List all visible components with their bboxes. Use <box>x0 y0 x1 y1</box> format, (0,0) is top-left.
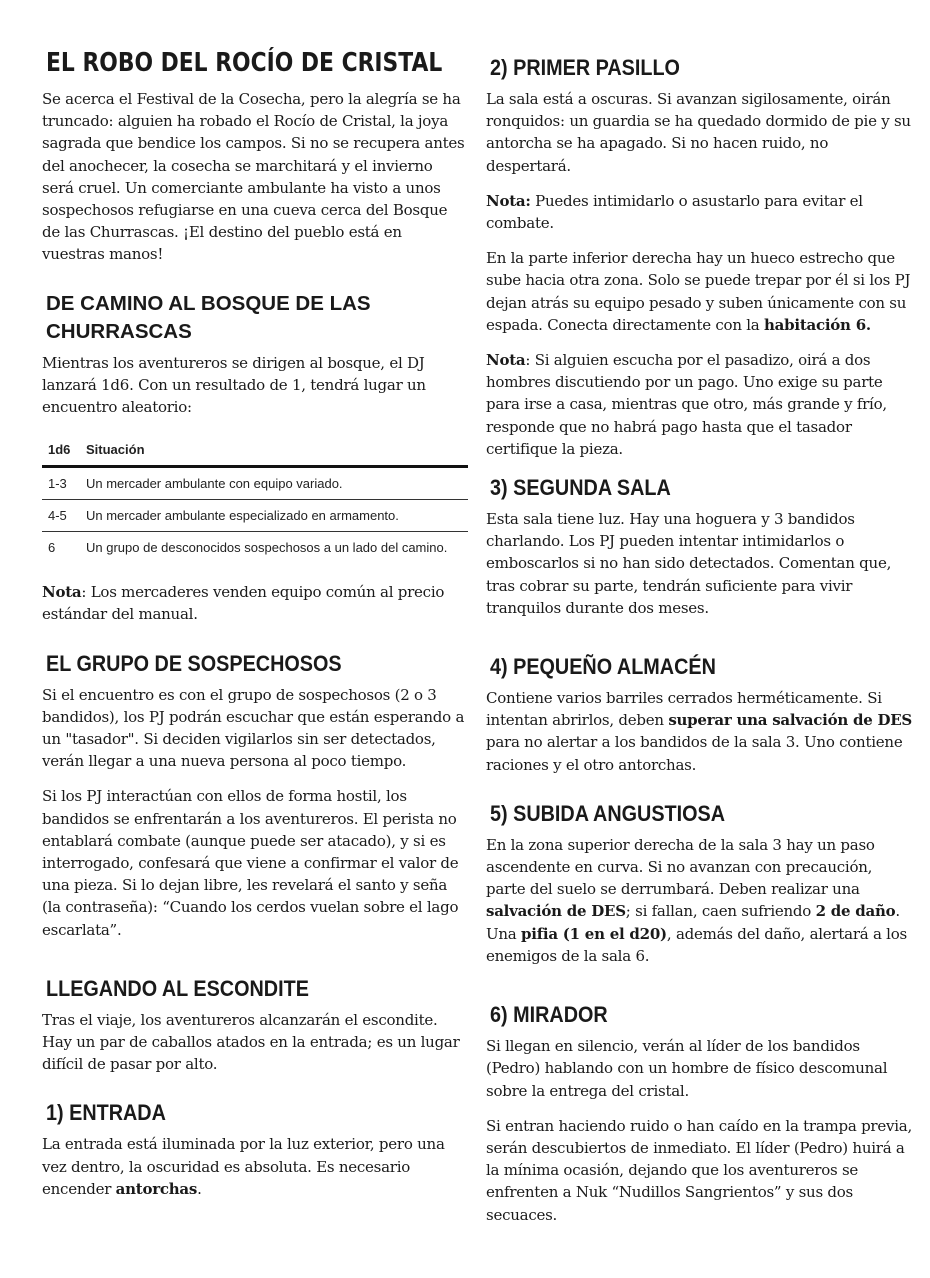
section-heading-mirador: 6) MIRADOR <box>490 1002 608 1028</box>
pasillo-paragraph-1: La sala está a oscuras. Si avanzan sigilosamente, oirán ronquidos: un guardia se ha quedado dormido de pie y su antorcha se ha apagado. Si no hacen ruido, no despertará. <box>486 90 911 175</box>
pasillo-note-2 <box>486 349 914 460</box>
grupo-paragraph-1: Si el encuentro es con el grupo de sospechosos (2 o 3 bandidos), los PJ podrán escuchar que están esperando a un "tasador". Si deciden vigilarlos sin ser detectados, verán llegar a una nueva persona al poco tiempo. <box>42 685 465 771</box>
table-header-row <box>42 440 468 467</box>
almacen-bold-1: superar una salvación de DES <box>668 711 912 730</box>
table-cell-situation: Un mercader ambulante con equipo variado. <box>80 467 468 500</box>
llegando-paragraph: Tras el viaje, los aventureros alcanzarán el escondite. Hay un par de caballos atados en la entrada; es un lugar difícil de pasar por alto. <box>42 1010 460 1074</box>
table-row <box>42 467 468 500</box>
table-row <box>42 532 468 564</box>
pasillo-note-1 <box>486 190 914 234</box>
almacen-text-2: para no alertar a los bandidos de la sala 3. Uno contiene raciones y el otro antorchas. <box>486 733 903 774</box>
subida-text-1: En la zona superior derecha de la sala 3 hay un paso ascendente en curva. Si no avanzan con precaución, parte del suelo se derrumbará. Deben realizar una <box>486 835 875 899</box>
subida-bold-2: 2 de daño <box>815 902 896 921</box>
section-heading-pasillo: 2) PRIMER PASILLO <box>490 55 680 80</box>
note-label: Nota <box>486 351 526 370</box>
entrada-bold: antorchas <box>115 1179 198 1198</box>
page-title: EL ROBO DEL ROCÍO DE CRISTAL <box>46 48 443 78</box>
subida-text-3: . Una <box>486 902 900 943</box>
table-cell-situation: Un mercader ambulante especializado en armamento. <box>80 500 468 532</box>
pasillo-p2-text: En la parte inferior derecha hay un hueco estrecho que sube hacia otra zona. Solo se puede trepar por él si los PJ dejan atrás su equipo pesado y suben únicamente con su espada. Conecta directamente con la <box>486 249 911 334</box>
mirador-paragraph-2: Si entran haciendo ruido o han caído en la trampa previa, serán descubiertos de inmediato. El líder (Pedro) huirá a la mínima ocasión, dejando que los aventureros se enfrenten a Nuk “Nudillos Sangrientos” y sus dos secuaces. <box>486 1116 912 1224</box>
section-heading-llegando: LLEGANDO AL ESCONDITE <box>46 975 309 1001</box>
grupo-paragraph-2: Si los PJ interactúan con ellos de forma hostil, los bandidos se enfrentarán a los aventureros. El perista no entablará combate (aunque puede ser atacado), y si es interrogado, confesará que viene a confirmar el valor de una pieza. Si lo dejan libre, les revelará el santo y seña (la contraseña): “Cuando los cerdos vuelan sobre el lago escarlata”. <box>42 787 459 939</box>
segunda-paragraph: Esta sala tiene luz. Hay una hoguera y 3 bandidos charlando. Los PJ pueden intentar intimidarlos o emboscarlos si no han sido detectados. Comentan que, tras cobrar su parte, tendrán suficiente para vivir tranquilos durante dos meses. <box>486 510 892 617</box>
section-heading-segunda: 3) SEGUNDA SALA <box>490 475 671 501</box>
entrada-text-a: La entrada está iluminada por la luz exterior, pero una vez dentro, la oscuridad es absoluta. Es necesario encender <box>42 1135 445 1198</box>
note-text: : Si alguien escucha por el pasadizo, oirá a dos hombres discutiendo por un pago. Uno exige su parte para irse a casa, mientras que otro, más grande y frío, responde que no habrá pago hasta que el tasador certifique la pieza. <box>486 351 887 458</box>
subida-bold-1: salvación de DES <box>486 902 626 921</box>
note-label: Nota: <box>486 191 531 210</box>
table-cell-roll: 4-5 <box>42 500 80 532</box>
subida-text-2: ; si fallan, caen sufriendo <box>625 902 816 921</box>
note-text: : Los mercaderes venden equipo común al precio estándar del manual. <box>42 583 445 624</box>
table-cell-roll: 6 <box>48 540 56 556</box>
section-heading-almacen: 4) PEQUEÑO ALMACÉN <box>490 654 716 680</box>
table-cell-situation: Un grupo de desconocidos sospechosos a un lado del camino. <box>86 540 448 556</box>
table-header-situation: Situación <box>80 440 468 467</box>
section-heading-subida: 5) SUBIDA ANGUSTIOSA <box>490 800 726 826</box>
note-label: Nota <box>42 583 82 602</box>
table-header-die: 1d6 <box>42 440 80 467</box>
entrada-text-b: . <box>197 1179 202 1198</box>
note-text: Puedes intimidarlo o asustarlo para evitar el combate. <box>486 191 863 233</box>
mirador-paragraph-1: Si llegan en silencio, verán al líder de los bandidos (Pedro) hablando con un hombre de físico descomunal sobre la entrega del cristal. <box>486 1037 888 1100</box>
camino-paragraph: Mientras los aventureros se dirigen al bosque, el DJ lanzará 1d6. Con un resultado de 1, tendrá lugar un encuentro aleatorio: <box>42 353 426 417</box>
entrada-paragraph <box>42 1133 468 1200</box>
right-column <box>486 46 914 1226</box>
intro-paragraph: Se acerca el Festival de la Cosecha, pero la alegría se ha truncado: alguien ha robado el Rocío de Cristal, la joya sagrada que bendice los campos. Si no se recupera antes del anochecer, la cosecha se marchitará y el invierno será cruel. Un comerciante ambulante ha visto a unos sospechosos refugiarse en una cueva cerca del Bosque de las Churrascas. ¡El destino del pueblo está en vuestras manos! <box>42 90 465 264</box>
section-heading-camino: DE CAMINO AL BOSQUE DE LAS CHURRASCAS <box>46 291 371 343</box>
table-cell-roll: 1-3 <box>42 467 80 500</box>
table-row <box>42 500 468 532</box>
subida-text-4: , además del daño, alertará a los enemigos de la sala 6. <box>486 924 907 965</box>
section-heading-grupo: EL GRUPO DE SOSPECHOSOS <box>46 650 342 676</box>
almacen-text-1: Contiene varios barriles cerrados herméticamente. Si intentan abrirlos, deben <box>486 689 882 730</box>
subida-bold-3: pifia (1 en el d20) <box>521 924 667 943</box>
left-column <box>42 46 468 1200</box>
subida-paragraph <box>486 834 914 967</box>
camino-note <box>42 581 468 625</box>
pasillo-p2-bold: habitación 6. <box>764 315 871 334</box>
section-heading-entrada: 1) ENTRADA <box>46 1100 166 1126</box>
encounter-table <box>42 440 468 563</box>
pasillo-paragraph-2 <box>486 247 914 336</box>
almacen-paragraph <box>486 687 914 776</box>
